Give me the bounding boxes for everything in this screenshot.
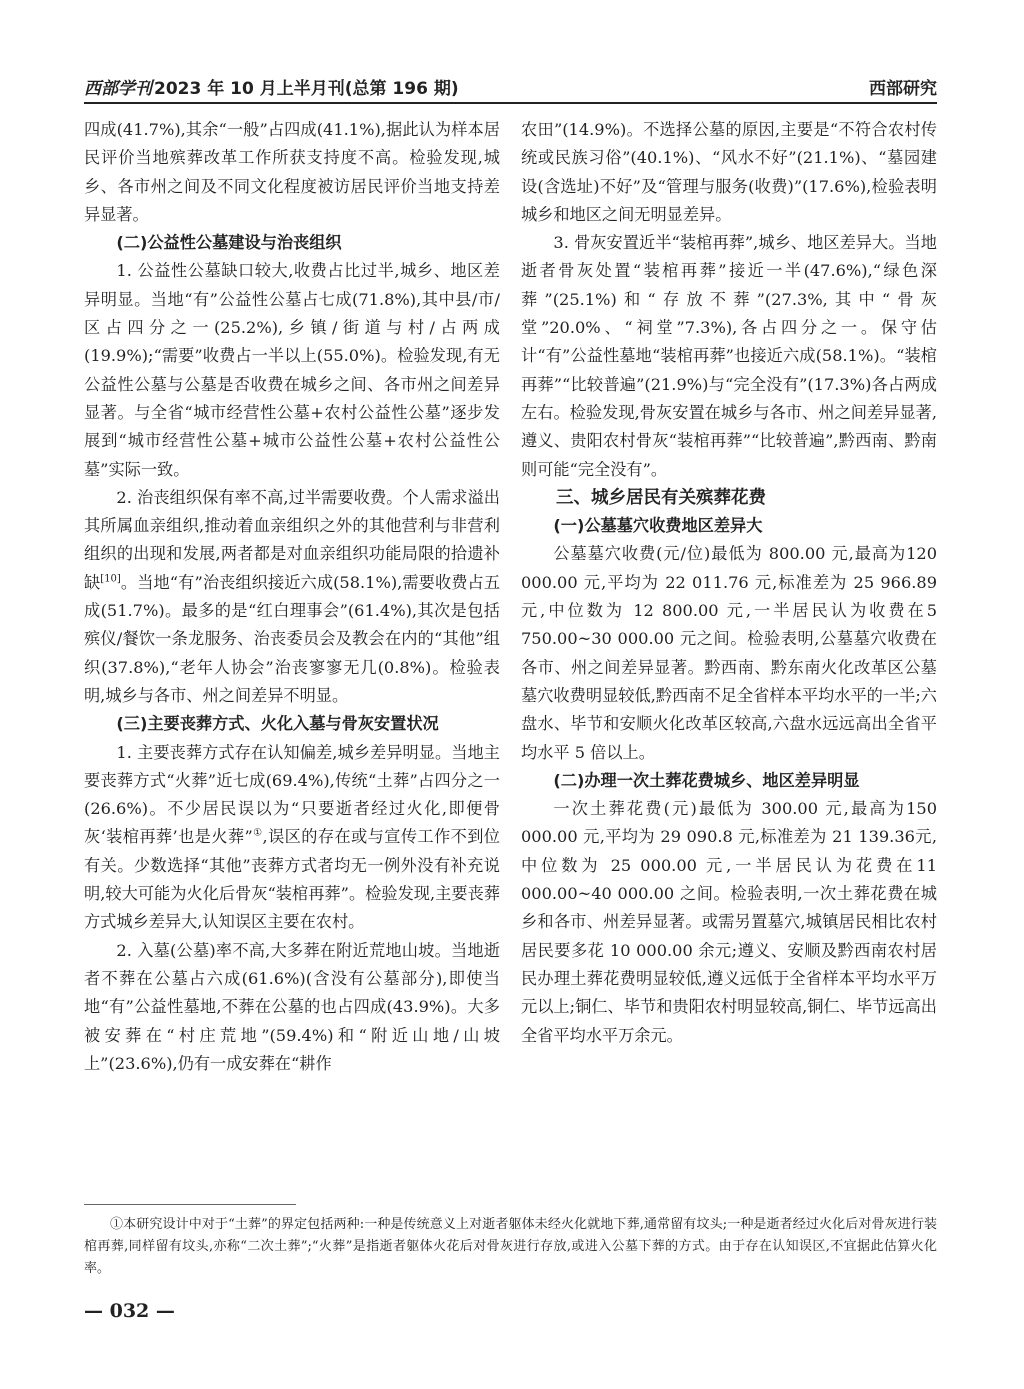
paragraph-continued: 农田”(14.9%)。不选择公墓的原因,主要是“不符合农村传统或民族习俗”(40.1%)、“风水不好”(21.1%)、“墓园建设(含选址)不好”及“管理与服务(收费)”(17.6%),检验表明城乡和地区之间无明显差异。: [521, 120, 937, 224]
paragraph: 3. 骨灰安置近半“装棺再葬”,城乡、地区差异大。当地逝者骨灰处置“装棺再葬”接近一半(47.6%),“绿色深葬”(25.1%)和“存放不葬”(27.3%,其中“骨灰堂”20.0%、“祠堂”7.3%),各占四分之一。保守估计“有”公益性墓地“装棺再葬”也接近六成(58.1%)。“装棺再葬”“比较普遍”(21.9%)与“完全没有”(17.3%)各占两成左右。检验发现,骨灰安置在城乡与各市、州之间差异显著,遵义、贵阳农村骨灰“装棺再葬”“比较普遍”,黔西南、黔南则可能“完全没有”。: [521, 233, 937, 479]
left-column: [84, 116, 500, 1078]
right-column: [521, 116, 937, 1050]
subsection-heading: (三)主要丧葬方式、火化入墓与骨灰安置状况: [116, 714, 439, 734]
running-header: [84, 70, 937, 104]
paragraph: 1. 公益性公墓缺口较大,收费占比过半,城乡、地区差异明显。当地“有”公益性公墓占七成(71.8%),其中县/市/区占四分之一(25.2%),乡镇/街道与村/占两成(19.9%);“需要”收费占一半以上(55.0%)。检验发现,有无公益性公墓与公墓是否收费在城乡之间、各市州之间差异显著。与全省“城市经营性公墓+农村公益性公墓”逐步发展到“城市经营性公墓+城市公益性公墓+农村公益性公墓”实际一致。: [84, 261, 500, 479]
journal-logo: 西部学刊: [84, 79, 152, 99]
paragraph-text: 2. 治丧组织保有率不高,过半需要收费。个人需求溢出其所属血亲组织,推动着血亲组织之外的其他营利与非营利组织的出现和发展,两者都是对血亲组织功能局限的拾遗补缺: [84, 487, 500, 592]
subsection-heading: (一)公墓墓穴收费地区差异大: [553, 516, 763, 536]
subsection-heading: (二)办理一次土葬花费城乡、地区差异明显: [553, 770, 860, 790]
paragraph: [84, 739, 500, 937]
paragraph-continued: 四成(41.7%),其余“一般”占四成(41.1%),据此认为样本居民评价当地殡葬改革工作所获支持度不高。检验发现,城乡、各市州之间及不同文化程度被访居民评价当地支持差异显著。: [84, 120, 500, 224]
citation-ref: [10]: [100, 573, 121, 585]
paragraph-text: 1. 主要丧葬方式存在认知偏差,城乡差异明显。当地主要丧葬方式“火葬”近七成(69.4%),传统“土葬”占四分之一(26.6%)。不少居民误以为“只要逝者经过火化,即便骨灰‘装棺再葬’也是火葬”: [84, 742, 500, 847]
journal-issue-line: [84, 74, 459, 99]
paragraph: 一次土葬花费(元)最低为 300.00 元,最高为150 000.00 元,平均为 29 090.8 元,标准差为 21 139.36元,中位数为 25 000.00 元,一半居民认为花费在11 000.00~40 000.00 之间。检验表明,一次土葬花费在城乡和各市、州差异显著。或需另置墓穴,城镇居民相比农村居民要多花 10 000.00 余元;遵义、安顺及黔西南农村居民办理土葬花费明显较低,遵义远低于全省样本平均水平万元以上;铜仁、毕节和贵阳农村明显较高,铜仁、毕节远高出全省平均水平万余元。: [521, 799, 937, 1045]
citation-ref: ①: [252, 828, 263, 840]
page-number: — 032 —: [84, 1300, 175, 1322]
subsection-heading: (二)公益性公墓建设与治丧组织: [116, 233, 342, 253]
issue-info: 2023 年 10 月上半月刊(总第 196 期): [154, 79, 459, 99]
footnote-divider: [84, 1204, 296, 1205]
footnote: ①本研究设计中对于“土葬”的界定包括两种:一种是传统意义上对逝者躯体未经火化就地下葬,通常留有坟头;一种是逝者经过火化后对骨灰进行装棺再葬,同样留有坟头,亦称“二次土葬”;“火葬”是指逝者躯体火花后对骨灰进行存放,或进入公墓下葬的方式。由于存在认知误区,不宜据此估算火化率。: [84, 1217, 937, 1276]
paragraph: 公墓墓穴收费(元/位)最低为 800.00 元,最高为120 000.00 元,平均为 22 011.76 元,标准差为 25 966.89元,中位数为 12 800.00 元,一半居民认为收费在5 750.00~30 000.00 元之间。检验表明,公墓墓穴收费在各市、州之间差异显著。黔西南、黔东南火化改革区公墓墓穴收费明显较低,黔西南不足全省样本平均水平的一半;六盘水、毕节和安顺火化改革区较高,六盘水远远高出全省平均水平 5 倍以上。: [521, 544, 937, 762]
section-heading: 三、城乡居民有关殡葬花费: [556, 487, 766, 508]
section-name: 西部研究: [869, 79, 937, 99]
paragraph-text: ,误区的存在或与宣传工作不到位有关。少数选择“其他”丧葬方式者均无一例外没有补充说明,较大可能为火化后骨灰“装棺再葬”。检验发现,主要丧葬方式城乡差异大,认知误区主要在农村。: [84, 827, 500, 932]
paragraph: 2. 入墓(公墓)率不高,大多葬在附近荒地山坡。当地逝者不葬在公墓占六成(61.6%)(含没有公墓部分),即使当地“有”公益性墓地,不葬在公墓的也占四成(43.9%)。大多被安葬在“村庄荒地”(59.4%)和“附近山地/山坡上”(23.6%),仍有一成安葬在“耕作: [84, 940, 500, 1073]
paragraph: [84, 484, 500, 710]
paragraph-text: 。当地“有”治丧组织接近六成(58.1%),需要收费占五成(51.7%)。最多的是“红白理事会”(61.4%),其次是包括殡仪/餐饮一条龙服务、治丧委员会及教会在内的“其他”组织(37.8%),“老年人协会”治丧寥寥无几(0.8%)。检验表明,城乡与各市、州之间差异不明显。: [84, 572, 501, 705]
